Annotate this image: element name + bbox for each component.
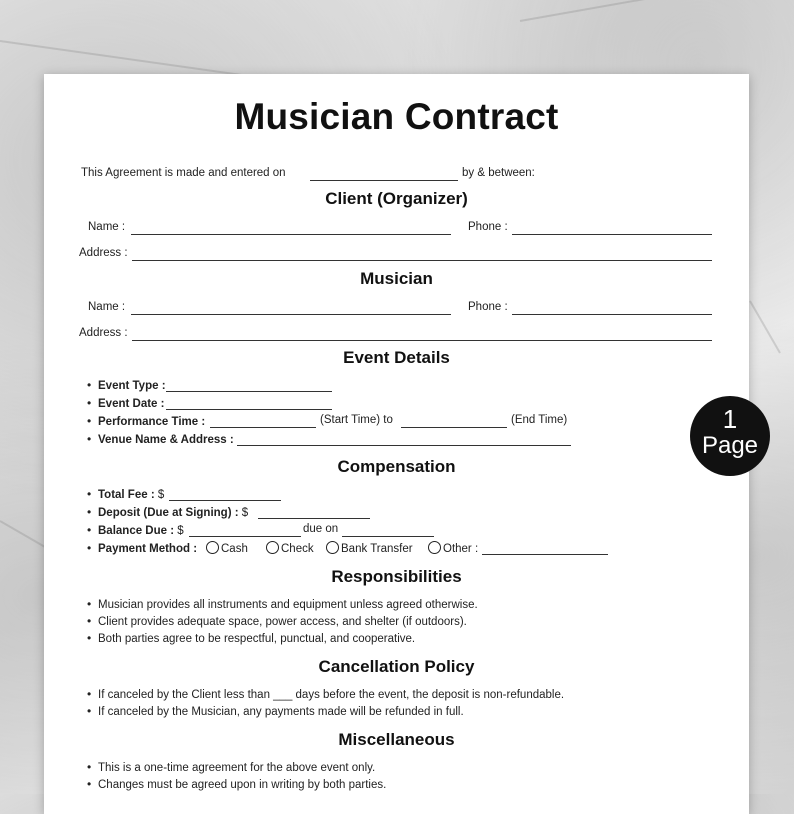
deposit-item bbox=[87, 505, 248, 519]
list-item: • This is a one-time agreement for the above event only. bbox=[87, 760, 375, 774]
section-heading-misc: Miscellaneous bbox=[338, 730, 455, 749]
section-heading-musician: Musician bbox=[360, 269, 433, 288]
list-item: • If canceled by the Musician, any payments made will be refunded in full. bbox=[87, 704, 464, 718]
client-address-label: Address : bbox=[79, 247, 128, 259]
list-item: • Both parties agree to be respectful, punctual, and cooperative. bbox=[87, 631, 415, 645]
end-time-line[interactable] bbox=[401, 427, 507, 428]
badge-number: 1 bbox=[722, 404, 738, 434]
event-date-item bbox=[87, 396, 164, 410]
event-type-line[interactable] bbox=[166, 391, 332, 392]
badge-word: Page bbox=[701, 432, 759, 459]
total-fee-line[interactable] bbox=[169, 500, 281, 501]
section-heading-responsibilities: Responsibilities bbox=[331, 567, 462, 586]
venue-item bbox=[87, 432, 234, 446]
performance-time-label: Performance Time : bbox=[98, 416, 206, 428]
intro-text-after: by & between: bbox=[462, 167, 535, 179]
section-heading-client: Client (Organizer) bbox=[325, 189, 468, 208]
event-date-line[interactable] bbox=[166, 409, 332, 410]
deposit-label: Deposit (Due at Signing) : bbox=[98, 507, 239, 519]
client-phone-line[interactable] bbox=[512, 234, 712, 235]
currency-symbol: $ bbox=[157, 489, 165, 501]
list-item: • If canceled by the Client less than ___ days before the event, the deposit is non-refundable. bbox=[87, 687, 564, 701]
total-fee-label: Total Fee : bbox=[98, 489, 155, 501]
payment-option-other[interactable]: Other : bbox=[428, 541, 478, 555]
other-method-line[interactable] bbox=[482, 554, 608, 555]
start-time-line[interactable] bbox=[210, 427, 316, 428]
musician-address-label: Address : bbox=[79, 327, 128, 339]
currency-symbol: $ bbox=[241, 507, 249, 519]
musician-phone-line[interactable] bbox=[512, 314, 712, 315]
intro-text: This Agreement is made and entered on bbox=[81, 167, 286, 179]
page-count-badge bbox=[690, 396, 770, 476]
musician-name-line[interactable] bbox=[131, 314, 451, 315]
list-item: • Changes must be agreed upon in writing by both parties. bbox=[87, 777, 386, 791]
radio-icon[interactable] bbox=[428, 541, 441, 554]
radio-icon[interactable] bbox=[266, 541, 279, 554]
section-heading-event: Event Details bbox=[343, 348, 450, 367]
musician-name-label: Name : bbox=[88, 301, 126, 313]
list-item: • Musician provides all instruments and equipment unless agreed otherwise. bbox=[87, 597, 478, 611]
page-title: Musician Contract bbox=[234, 96, 559, 137]
event-type-label: Event Type : bbox=[98, 380, 166, 392]
venue-line[interactable] bbox=[237, 445, 571, 446]
event-date-label: Event Date : bbox=[98, 398, 165, 410]
event-type-item bbox=[87, 378, 166, 392]
due-on-label: due on bbox=[303, 523, 339, 535]
client-name-line[interactable] bbox=[131, 234, 451, 235]
radio-icon[interactable] bbox=[326, 541, 339, 554]
due-date-line[interactable] bbox=[342, 536, 434, 537]
balance-item bbox=[87, 523, 184, 537]
musician-phone-label: Phone : bbox=[468, 301, 508, 313]
start-time-label: (Start Time) to bbox=[320, 414, 393, 426]
client-name-label: Name : bbox=[88, 221, 126, 233]
section-heading-compensation: Compensation bbox=[337, 457, 456, 476]
venue-label: Venue Name & Address : bbox=[98, 434, 234, 446]
currency-symbol: $ bbox=[177, 525, 184, 537]
deposit-line[interactable] bbox=[258, 518, 370, 519]
payment-option-bank-transfer[interactable]: Bank Transfer bbox=[326, 541, 413, 555]
section-heading-cancellation: Cancellation Policy bbox=[318, 657, 475, 676]
list-item: • Client provides adequate space, power access, and shelter (if outdoors). bbox=[87, 614, 467, 628]
performance-time-item bbox=[87, 414, 205, 428]
payment-method-item bbox=[87, 541, 197, 555]
contract-page bbox=[44, 74, 749, 814]
balance-label: Balance Due : bbox=[98, 525, 175, 537]
payment-option-cash[interactable]: Cash bbox=[206, 541, 248, 555]
total-fee-item bbox=[87, 487, 164, 501]
client-address-line[interactable] bbox=[132, 260, 712, 261]
agreement-date-line[interactable] bbox=[310, 180, 458, 181]
end-time-label: (End Time) bbox=[511, 414, 568, 426]
payment-method-label: Payment Method : bbox=[98, 543, 198, 555]
client-phone-label: Phone : bbox=[468, 221, 508, 233]
balance-line[interactable] bbox=[189, 536, 301, 537]
radio-icon[interactable] bbox=[206, 541, 219, 554]
musician-address-line[interactable] bbox=[132, 340, 712, 341]
payment-option-check[interactable]: Check bbox=[266, 541, 314, 555]
